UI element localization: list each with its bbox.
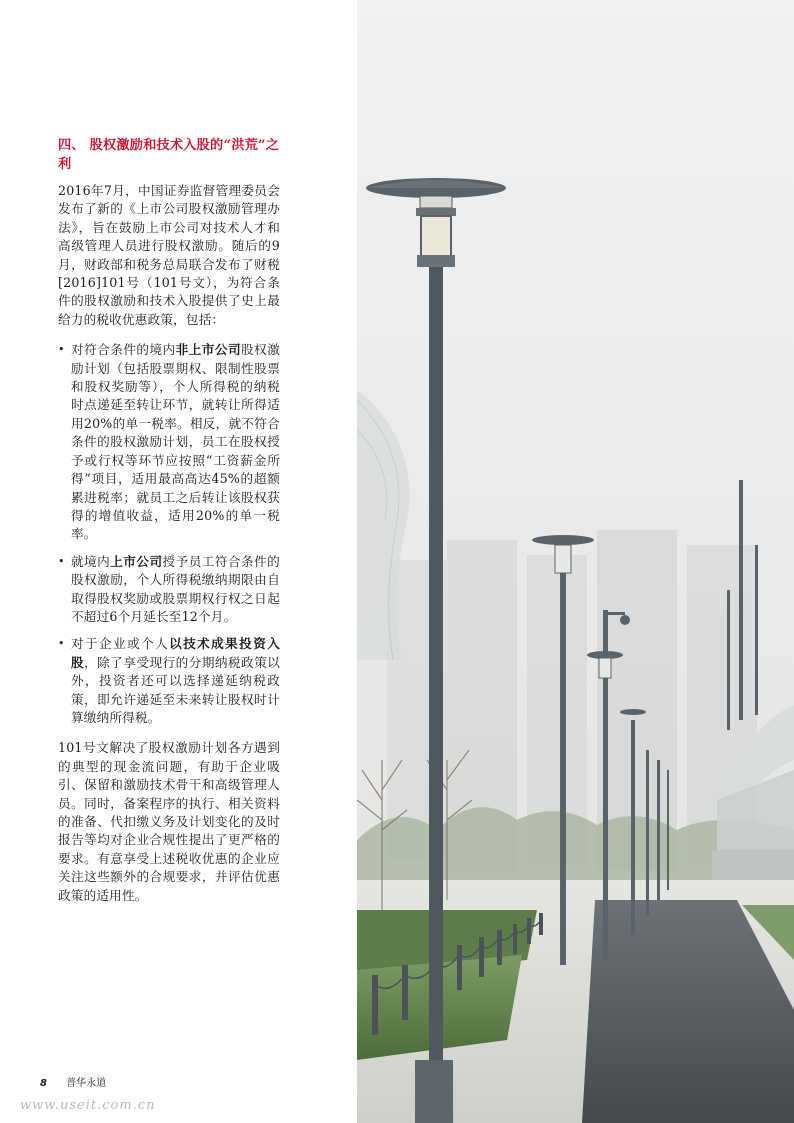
bullet-dot-icon: • [58,343,65,357]
watermark: www.useit.com.cn [20,1098,156,1113]
intro-paragraph: 2016年7月，中国证券监督管理委员会发布了新的《上市公司股权激励管理办法》，旨在鼓励上市公司对技术人才和高级管理人员进行股权激励。随后的9月，财政部和税务总局联合发布了财税[2016]101号（101号文），为符合条件的股权激励和技术入股提供了史上最给力的税收优惠政策，包括： [58,183,280,327]
list-item [58,553,280,627]
bullet-text-post: 股权激励计划（包括股票期权、限制性股票和股权奖励等），个人所得税的纳税时点递延至转让环节，就转让所得适用20%的单一税率。相反，就不符合条件的股权激励计划，员工在股权授予或行权等环节应按照“工资薪金所得”项目，适用最高高达45%的超额累进税率；就员工之后转让该股权获得的增值收益，适用20%的单一税率。 [71,342,280,542]
article-column [58,136,280,917]
closing-paragraph: 101号文解决了股权激励计划各方遇到的典型的现金流问题，有助于企业吸引、保留和激励技术骨干和高级管理人员。同时，备案程序的执行、相关资料的准备、代扣缴义务及计划变化的及时报告等均对企业合规性提出了更严格的要求。有意享受上述税收优惠的企业应关注这些额外的合规要求，并评估优惠政策的适用性。 [58,740,280,903]
page-footer [40,1074,106,1089]
bullet-text-bold: 以技术成果投资入股 [71,636,280,670]
bullet-text-post: 授予员工符合条件的股权激励，个人所得税缴纳期限由自取得股权奖励或股票期权行权之日起不超过6个月延长至12个月。 [71,553,280,624]
bullet-dot-icon: • [58,554,65,568]
bullet-list [58,341,280,727]
bullet-text-bold: 上市公司 [110,553,163,569]
page-number: 8 [40,1078,47,1089]
list-item [58,341,280,543]
bullet-text-post: ，除了享受现行的分期纳税政策以外，投资者还可以选择递延纳税政策，即允许递延至未来转让股权时计算缴纳所得税。 [71,654,281,725]
bullet-text-bold: 非上市公司 [175,342,242,358]
publication-name: 普华永道 [66,1078,107,1089]
street-lamp-photo [357,0,794,1123]
bullet-text-pre: 就境内 [71,553,111,569]
bullet-text-pre: 对符合条件的境内 [71,342,176,358]
bullet-dot-icon: • [58,637,65,651]
list-item [58,635,280,727]
section-heading: 四、 股权激励和技术入股的“洪荒”之利 [58,138,280,172]
bullet-text-pre: 对于企业或个人 [71,636,170,652]
